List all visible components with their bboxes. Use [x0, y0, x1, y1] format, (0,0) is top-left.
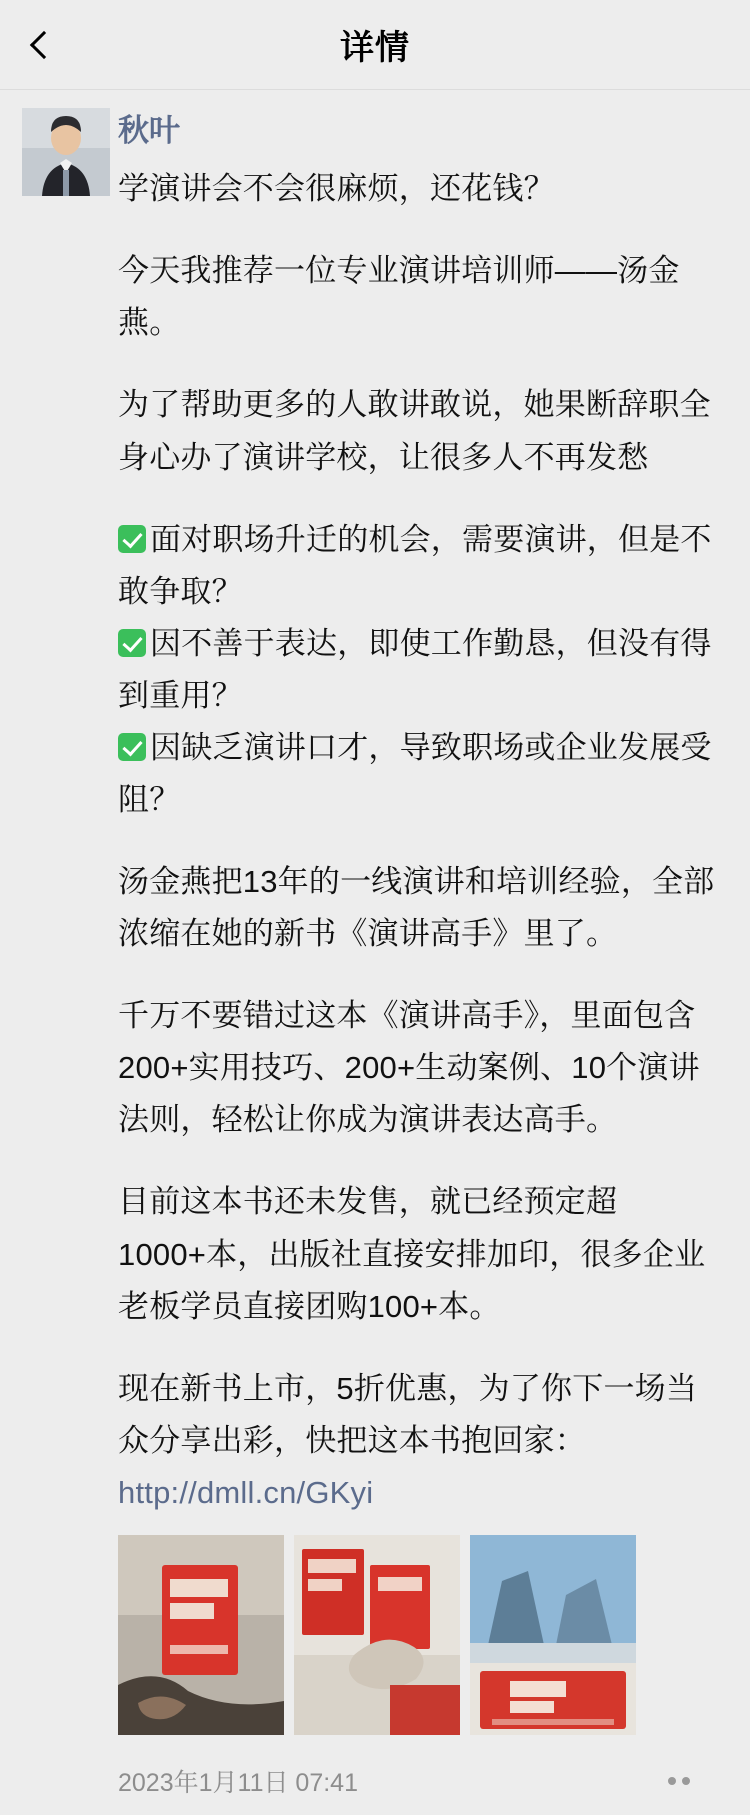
post-image-3 [470, 1535, 636, 1735]
back-button[interactable] [18, 22, 64, 68]
checklist-item [118, 722, 724, 826]
post-paragraph: 汤金燕把13年的一线演讲和培训经验，全部浓缩在她的新书《演讲高手》里了。 [118, 864, 715, 952]
navigation-bar [0, 0, 750, 90]
post-image[interactable] [294, 1535, 460, 1735]
author-name[interactable]: 秋叶 [118, 113, 180, 148]
post-content [118, 163, 724, 1519]
check-mark-icon [118, 629, 146, 657]
checklist-item-label: 因缺乏演讲口才，导致职场或企业发展受阻？ [118, 729, 712, 817]
checklist-item [118, 514, 724, 618]
post-link[interactable]: http://dmll.cn/GKyi [118, 1474, 374, 1510]
dot [668, 1777, 676, 1785]
checklist [118, 514, 724, 826]
image-gallery [118, 1535, 724, 1735]
more-dots-icon[interactable] [664, 1769, 694, 1793]
avatar-image [22, 108, 110, 196]
post-footer [118, 1763, 724, 1815]
check-mark-icon [118, 733, 146, 761]
post-paragraph: 目前这本书还未发售，就已经预定超1000+本，出版社直接安排加印，很多企业老板学员直接团购100+本。 [118, 1184, 706, 1324]
avatar[interactable] [22, 108, 110, 196]
post-paragraph: 千万不要错过这本《演讲高手》，里面包含200+实用技巧、200+生动案例、10个演讲法则，轻松让你成为演讲表达高手。 [118, 998, 700, 1138]
post-paragraph: 学演讲会不会很麻烦，还花钱？ [118, 171, 555, 207]
post-image[interactable] [118, 1535, 284, 1735]
dot [682, 1777, 690, 1785]
back-chevron-icon [30, 30, 58, 58]
post-paragraph: 今天我推荐一位专业演讲培训师——汤金燕。 [118, 253, 680, 341]
check-mark-icon [118, 525, 146, 553]
post-image-2 [294, 1535, 460, 1735]
page-title: 详情 [340, 29, 410, 67]
checklist-item-label: 因不善于表达，即使工作勤恳，但没有得到重用？ [118, 625, 712, 713]
post-paragraph: 现在新书上市，5折优惠，为了你下一场当众分享出彩，快把这本书抱回家： [118, 1370, 698, 1458]
post-paragraph: 为了帮助更多的人敢讲敢说，她果断辞职全身心办了演讲学校，让很多人不再发愁 [118, 387, 711, 475]
post-image-1 [118, 1535, 284, 1735]
post-container [0, 90, 750, 1815]
timestamp: 2023年1月11日 07:41 [118, 1768, 358, 1797]
checklist-item-label: 面对职场升迁的机会，需要演讲，但是不敢争取？ [118, 521, 712, 609]
post-image[interactable] [470, 1535, 636, 1735]
checklist-item [118, 618, 724, 722]
